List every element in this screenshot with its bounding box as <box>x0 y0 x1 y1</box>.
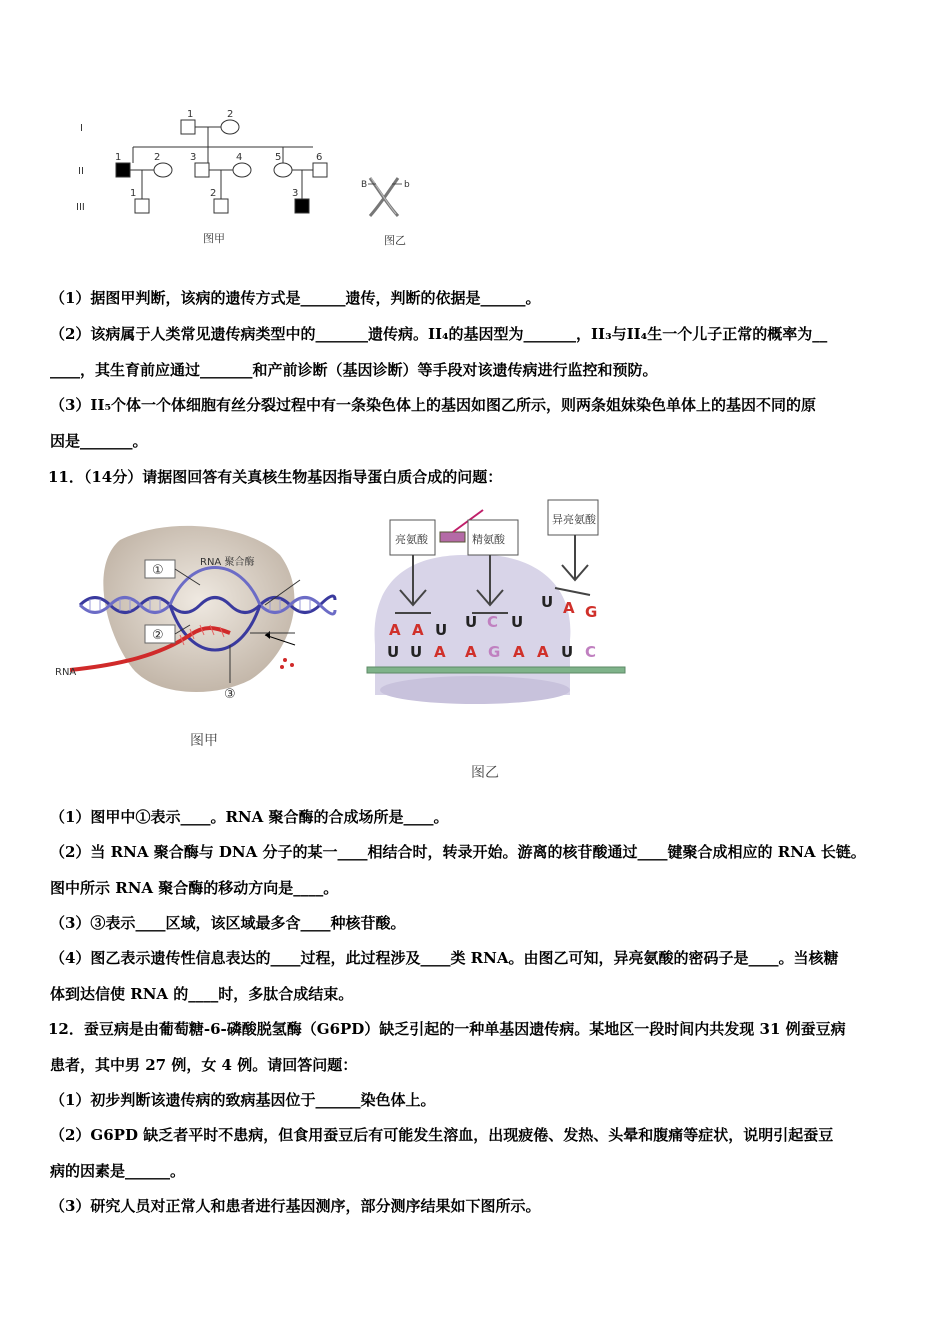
pedigree-II6 <box>313 163 327 177</box>
mrna-base: U <box>561 643 574 661</box>
anticodon-2-base: U <box>465 613 478 631</box>
pedigree-II1 <box>116 163 130 177</box>
svg-text:1: 1 <box>115 152 122 163</box>
svg-text:4: 4 <box>236 152 243 163</box>
svg-text:2: 2 <box>210 188 217 199</box>
pedigree-caption: 图甲 <box>203 232 225 245</box>
gen-label-II: II <box>78 166 84 177</box>
pedigree-II3 <box>195 163 209 177</box>
rna-label: RNA <box>55 667 77 678</box>
pedigree-chart <box>70 100 370 250</box>
anticodon-3-base: G <box>585 603 598 621</box>
amino-acid-leu: 亮氨酸 <box>395 533 428 546</box>
svg-text:6: 6 <box>316 152 323 163</box>
translation-caption: 图乙 <box>471 765 499 781</box>
chromosome-figure <box>360 170 420 250</box>
q11-part2-line2: 图中所示 RNA 聚合酶的移动方向是____。 <box>50 879 339 897</box>
svg-text:1: 1 <box>187 109 194 120</box>
q11-part2-line1: （2）当 RNA 聚合酶与 DNA 分子的某一____相结合时，转录开始。游离的核苷酸通过____键聚合成相应的 RNA 长链。 <box>50 843 866 861</box>
pedigree-I1 <box>181 120 195 134</box>
mrna-base: A <box>537 643 549 661</box>
pedigree-II5 <box>274 163 292 177</box>
pedigree-III3 <box>295 199 309 213</box>
allele-b: b <box>404 180 410 190</box>
rna-polymerase-label: RNA 聚合酶 <box>200 557 255 568</box>
q11-stem: 11．（14分）请据图回答有关真核生物基因指导蛋白质合成的问题： <box>48 468 503 486</box>
q11-part4-line1: （4）图乙表示遗传性信息表达的____过程，此过程涉及____类 RNA。由图乙可知，异亮氨酸的密码子是____。当核糖 <box>50 949 839 967</box>
anticodon-3-base: A <box>563 599 575 617</box>
pedigree-I2 <box>221 120 239 134</box>
q11-part3: （3）③表示____区域，该区域最多含____种核苷酸。 <box>50 914 406 932</box>
mrna-base: C <box>585 643 597 661</box>
anticodon-1-base: A <box>412 621 424 639</box>
q12-part1: （1）初步判断该遗传病的致病基因位于______染色体上。 <box>50 1091 436 1109</box>
q10-part3-line1: （3）II₅个体一个体细胞有丝分裂过程中有一条染色体上的基因如图乙所示，则两条姐妹染色单体上的基因不同的原 <box>50 396 817 414</box>
mrna-base: U <box>410 643 423 661</box>
q11-part1: （1）图甲中①表示____。RNA 聚合酶的合成场所是____。 <box>50 808 449 826</box>
mrna-base: A <box>465 643 477 661</box>
q10-part2-line2: ____，其生育前应通过_______和产前诊断（基因诊断）等手段对该遗传病进行监控和预防。 <box>50 361 658 379</box>
q12-part2-line1: （2）G6PD 缺乏者平时不患病，但食用蚕豆后有可能发生溶血，出现疲倦、发热、头晕和腹痛等症状，说明引起蚕豆 <box>50 1126 834 1144</box>
svg-text:2: 2 <box>154 152 161 163</box>
anticodon-2-base: C <box>487 613 499 631</box>
anticodon-2-base: U <box>511 613 524 631</box>
mrna-strand <box>367 667 625 673</box>
mrna-base: A <box>513 643 525 661</box>
anticodon-1-base: U <box>435 621 448 639</box>
svg-text:2: 2 <box>227 109 234 120</box>
q12-part3: （3）研究人员对正常人和患者进行基因测序，部分测序结果如下图所示。 <box>50 1197 541 1215</box>
q12-stem-line2: 患者，其中男 27 例，女 4 例。请回答问题： <box>50 1056 358 1074</box>
q10-part3-line2: 因是_______。 <box>50 432 148 450</box>
amino-acid-ile: 异亮氨酸 <box>552 513 596 526</box>
q12-part2-line2: 病的因素是______。 <box>50 1162 186 1180</box>
mrna-base: U <box>387 643 400 661</box>
pedigree-II4 <box>233 163 251 177</box>
gen-label-III: III <box>76 202 85 213</box>
gen-label-I: I <box>80 123 83 134</box>
svg-text:3: 3 <box>292 188 299 199</box>
transcription-caption: 图甲 <box>190 733 218 749</box>
mrna-base: G <box>488 643 501 661</box>
anticodon-1-base: A <box>389 621 401 639</box>
q12-stem-line1: 12．蚕豆病是由葡萄糖-6-磷酸脱氢酶（G6PD）缺乏引起的一种单基因遗传病。某地区一段时间内共发现 31 例蚕豆病 <box>48 1020 846 1038</box>
q10-part2-line1: （2）该病属于人类常见遗传病类型中的_______遗传病。II₄的基因型为_______，II₃与II₄生一个儿子正常的概率为__ <box>50 325 828 343</box>
label-3: ③ <box>224 687 236 702</box>
pedigree-III1 <box>135 199 149 213</box>
pedigree-III2 <box>214 199 228 213</box>
pedigree-II2 <box>154 163 172 177</box>
svg-text:1: 1 <box>130 188 137 199</box>
svg-text:3: 3 <box>190 152 197 163</box>
chromosome-caption: 图乙 <box>384 234 406 247</box>
transcription-figure <box>50 515 350 755</box>
translation-figure <box>365 495 635 790</box>
svg-text:5: 5 <box>275 152 282 163</box>
amino-acid-arg: 精氨酸 <box>472 533 505 546</box>
label-1: ① <box>152 563 164 578</box>
mrna-base: A <box>434 643 446 661</box>
anticodon-3-base: U <box>541 593 554 611</box>
allele-B: B <box>361 180 368 190</box>
q11-part4-line2: 体到达信使 RNA 的____时，多肽合成结束。 <box>50 985 354 1003</box>
label-2: ② <box>152 628 164 643</box>
q10-part1: （1）据图甲判断，该病的遗传方式是______遗传，判断的依据是______。 <box>50 289 541 307</box>
